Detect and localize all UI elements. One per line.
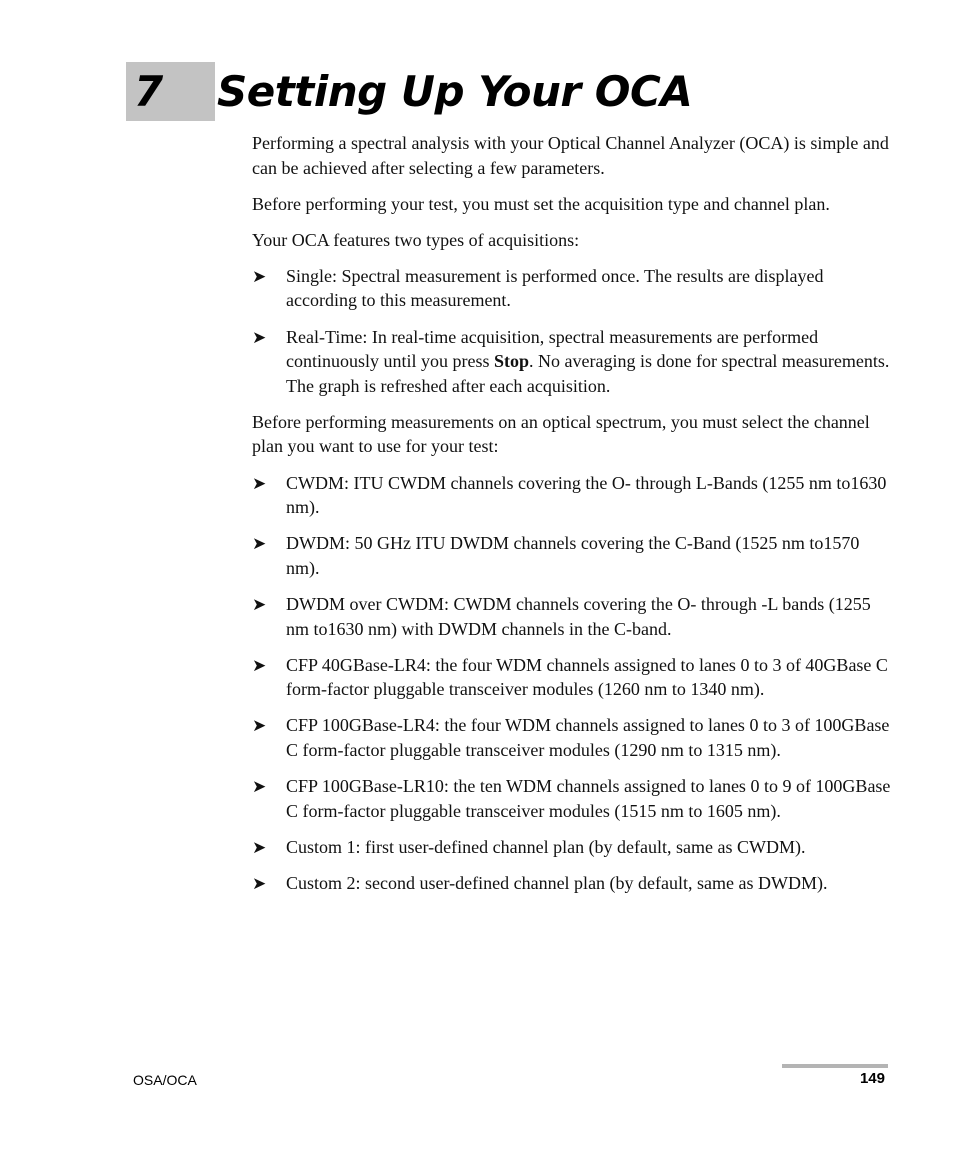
list-item [252,871,892,896]
list-item [252,531,892,580]
arrow-bullet-icon: ➤ [252,655,267,676]
arrow-bullet-icon: ➤ [252,327,267,348]
list-item [252,592,892,641]
channel-plan-dwdm-over-cwdm: DWDM over CWDM: CWDM channels covering the O- through -L bands (1255 nm to1630 nm) with DWDM channels in the C-band. [286,593,871,639]
list-item [252,713,892,762]
list-item [252,471,892,520]
channel-plan-cfp-100gbase-lr4: CFP 100GBase-LR4: the four WDM channels assigned to lanes 0 to 3 of 100GBase C form-factor pluggable transceiver modules (1290 nm to 1315 nm). [286,715,890,760]
chapter-title: Setting Up Your OCA [217,67,693,116]
channel-plan-list [252,471,892,896]
footer-divider [782,1064,888,1068]
arrow-bullet-icon: ➤ [252,776,267,797]
realtime-text-before: Real-Time: In real-time acquisition, spectral measurements are performed continuously until you press [286,326,819,372]
intro-paragraph-1: Performing a spectral analysis with your Optical Channel Analyzer (OCA) is simple and can be achieved after selecting a few parameters. [252,133,889,178]
intro-paragraph-2: Before performing your test, you must set the acquisition type and channel plan. [252,193,830,214]
acquisition-list [252,264,892,398]
arrow-bullet-icon: ➤ [252,716,267,737]
acquisition-realtime [286,327,889,396]
arrow-bullet-icon: ➤ [252,837,267,858]
channel-plan-dwdm: DWDM: 50 GHz ITU DWDM channels covering the C-Band (1525 nm to1570 nm). [286,533,860,578]
page-content [252,131,892,907]
page-number: 149 [859,1070,885,1087]
channel-plan-cfp-40gbase-lr4: CFP 40GBase-LR4: the four WDM channels assigned to lanes 0 to 3 of 40GBase C form-factor pluggable transceiver modules (1260 nm to 1340 nm). [286,654,888,700]
channel-plan-custom-2: Custom 2: second user-defined channel plan (by default, same as DWDM). [286,872,828,893]
list-item [252,835,892,860]
channel-plan-cwdm: CWDM: ITU CWDM channels covering the O- through L-Bands (1255 nm to1630 nm). [286,472,887,518]
arrow-bullet-icon: ➤ [252,473,267,494]
channel-plan-custom-1: Custom 1: first user-defined channel plan (by default, same as CWDM). [286,836,806,857]
list-item [252,264,892,313]
stop-keyword: Stop [494,351,530,372]
chapter-number: 7 [134,67,164,116]
arrow-bullet-icon: ➤ [252,534,267,555]
realtime-text-after: . No averaging is done for spectral measurements. The graph is refreshed after each acquisition. [286,351,890,396]
acquisition-single: Single: Spectral measurement is performed once. The results are displayed according to this measurement. [286,265,824,311]
arrow-bullet-icon: ➤ [252,266,267,287]
channel-plan-intro: Before performing measurements on an optical spectrum, you must select the channel plan you want to use for your test: [252,411,870,457]
footer-product-name: OSA/OCA [133,1072,197,1088]
list-item [252,774,892,823]
list-item [252,325,892,399]
channel-plan-cfp-100gbase-lr10: CFP 100GBase-LR10: the ten WDM channels assigned to lanes 0 to 9 of 100GBase C form-factor pluggable transceiver modules (1515 nm to 1605 nm). [286,775,891,821]
arrow-bullet-icon: ➤ [252,873,267,894]
list-item [252,653,892,702]
arrow-bullet-icon: ➤ [252,594,267,615]
intro-paragraph-3: Your OCA features two types of acquisitions: [252,229,580,250]
